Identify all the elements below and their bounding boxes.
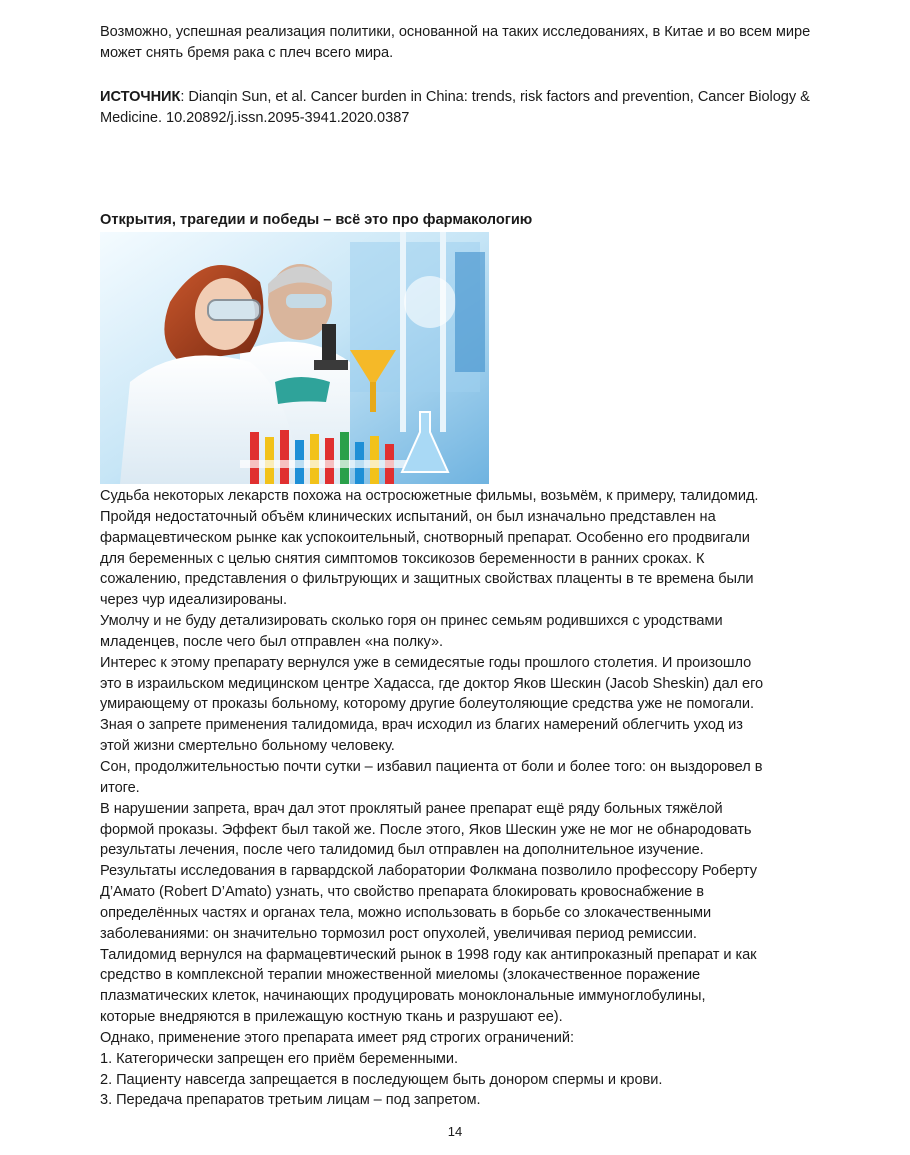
body-line: Умолчу и не буду детализировать сколько горя он принес семьям родившихся с уродствами xyxy=(100,613,723,630)
source-label: ИСТОЧНИК xyxy=(100,89,181,105)
body-line: заболеваниями: он значительно тормозил рост опухолей, увеличивая период ремиссии. xyxy=(100,925,697,942)
body-line: плазматических клеток, начинающих продуцировать моноклональные иммуноглобулины, xyxy=(100,988,706,1005)
list-item: 2. Пациенту навсегда запрещается в последующем быть донором спермы и крови. xyxy=(100,1071,663,1088)
body-line: для беременных с целью снятия симптомов токсикозов беременности в ранних сроках. К xyxy=(100,550,705,567)
body-line: В нарушении запрета, врач дал этот проклятый ранее препарат ещё ряду больных тяжёлой xyxy=(100,800,723,817)
body-line: которые внедряются в прилежащую костную ткань и разрушают ее). xyxy=(100,1009,563,1026)
lab-photo-illustration xyxy=(100,232,489,484)
body-line: Д’Амато (Robert D’Amato) узнать, что свойство препарата блокировать кровоснабжение в xyxy=(100,884,704,901)
list-item: 3. Передача препаратов третьим лицам – под запретом. xyxy=(100,1092,481,1109)
intro-paragraph xyxy=(100,22,830,64)
body-line: сожалению, представления о фильтрующих и защитных свойствах плаценты в те времена были xyxy=(100,571,754,588)
body-line: формой проказы. Эффект был такой же. После этого, Яков Шескин уже не мог не обнародовать xyxy=(100,821,752,838)
list-item: 1. Категорически запрещен его приём беременными. xyxy=(100,1050,458,1067)
body-line: умирающему от проказы больному, которому другие болеутоляющие средства уже не помогали. xyxy=(100,696,755,713)
source-text: : Dianqin Sun, et al. Cancer burden in China: trends, risk factors and prevention, Cancer Biology & Medicine. 10.20892/j.issn.2095-3941.2020.0387 xyxy=(100,89,810,126)
body-line: Однако, применение этого препарата имеет ряд строгих ограничений: xyxy=(100,1029,574,1046)
intro-text: Возможно, успешная реализация политики, основанной на таких исследованиях, в Китае и во всем мире может снять бремя рака с плеч всего мира. xyxy=(100,24,811,61)
body-line: Талидомид вернулся на фармацевтический рынок в 1998 году как антипроказный препарат и как xyxy=(100,946,757,963)
body-line: Зная о запрете применения талидомида, врач исходил из благих намерений облегчить уход из xyxy=(100,717,743,734)
body-line: младенцев, после чего был отправлен «на полку». xyxy=(100,633,444,650)
body-line: Интерес к этому препарату вернулся уже в семидесятые годы прошлого столетия. И произошло xyxy=(100,654,752,671)
body-line: Судьба некоторых лекарств похожа на остросюжетные фильмы, возьмём, к примеру, талидомид. xyxy=(100,488,759,504)
body-line: средство в комплексной терапии множественной миеломы (злокачественное поражение xyxy=(100,967,701,984)
page-number: 14 xyxy=(447,1124,463,1139)
body-line: итоге. xyxy=(100,779,140,796)
body-line: этой жизни смертельно больному человеку. xyxy=(100,738,395,755)
section-title: Открытия, трагедии и победы – всё это про фармакологию xyxy=(100,212,533,228)
body-line: это в израильском медицинском центре Хадасса, где доктор Яков Шескин (Jacob Sheskin) дал его xyxy=(100,675,764,692)
body-line: Пройдя недостаточный объём клинических испытаний, он был изначально представлен на xyxy=(100,508,716,525)
body-line: результаты лечения, после чего талидомид был отправлен на дополнительное изучение. xyxy=(100,842,704,859)
article-body xyxy=(100,486,830,1111)
body-line: определённых частях и органах тела, можно использовать в борьбе со злокачественными xyxy=(100,904,712,921)
body-line: Результаты исследования в гарвардской лаборатории Фолкмана позволило профессору Роберту xyxy=(100,863,757,880)
body-line: фармацевтическом рынке как успокоительный, снотворный препарат. Особенно его продвигали xyxy=(100,529,750,546)
lab-scientists-photo xyxy=(100,232,489,484)
source-citation xyxy=(100,87,830,129)
body-line: Сон, продолжительностью почти сутки – избавил пациента от боли и более того: он выздоровел в xyxy=(100,758,763,775)
body-line: через чур идеализированы. xyxy=(100,592,287,609)
